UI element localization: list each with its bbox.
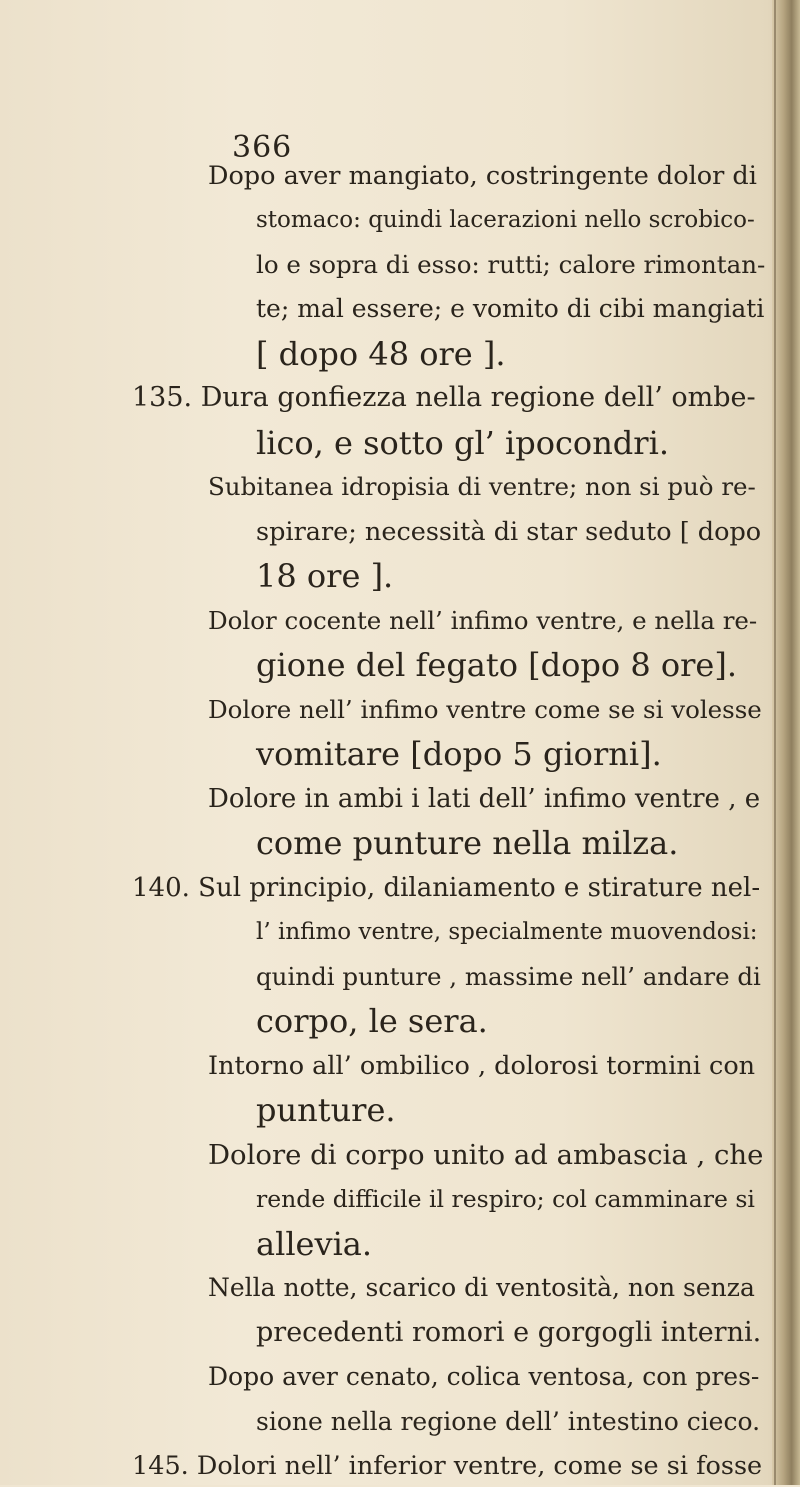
text-line: 18 ore ]. <box>256 557 394 595</box>
text-line: sione nella regione dell’ intestino cieco. <box>256 1407 761 1436</box>
text-line: 140. Sul principio, dilaniamento e stirature nel- <box>132 873 761 903</box>
text-line: allevia. <box>256 1225 373 1263</box>
page-binding-line <box>774 0 776 1485</box>
page-binding-edge <box>772 0 800 1485</box>
text-line: spirare; necessità di star seduto [ dopo <box>256 517 762 547</box>
text-line: corpo, le sera. <box>256 1002 488 1040</box>
text-line: punture. <box>256 1091 396 1129</box>
text-line: vomitare [dopo 5 giorni]. <box>256 735 662 773</box>
page-number: 366 <box>232 130 293 165</box>
text-line: Subitanea idropisia di ventre; non si può re- <box>208 472 756 501</box>
text-line: 135. Dura gonfiezza nella regione dell’ ombe- <box>132 382 756 413</box>
text-line: stomaco: quindi lacerazioni nello scrobico- <box>256 207 755 233</box>
text-line: Dopo aver cenato, colica ventosa, con pres- <box>208 1362 760 1391</box>
text-line: te; mal essere; e vomito di cibi mangiati <box>256 294 765 323</box>
text-line: Dolor cocente nell’ infimo ventre, e nella re- <box>208 606 758 635</box>
text-line: 145. Dolori nell’ inferior ventre, come se si fosse <box>132 1451 763 1481</box>
text-line: come punture nella milza. <box>256 824 679 862</box>
text-line: Dolore di corpo unito ad ambascia , che <box>208 1139 764 1171</box>
text-line: lo e sopra di esso: rutti; calore rimontan- <box>256 250 766 279</box>
text-line: Nella notte, scarico di ventosità, non senza <box>208 1273 755 1302</box>
text-line: gione del fegato [dopo 8 ore]. <box>256 646 738 684</box>
text-line: Dolore nell’ infimo ventre come se si volesse <box>208 695 762 724</box>
text-line: lico, e sotto gl’ ipocondri. <box>256 424 669 462</box>
text-line: precedenti romori e gorgogli interni. <box>256 1317 762 1348</box>
text-line: Dopo aver mangiato, costringente dolor di <box>208 161 757 191</box>
text-line: quindi punture , massime nell’ andare di <box>256 962 761 991</box>
text-line: Intorno all’ ombilico , dolorosi tormini con <box>208 1051 756 1081</box>
text-line: rende difficile il respiro; col camminare si <box>256 1185 755 1213</box>
text-line: l’ infimo ventre, specialmente muovendosi: <box>256 919 758 945</box>
text-line: Dolore in ambi i lati dell’ infimo ventre , e <box>208 784 761 814</box>
text-line: [ dopo 48 ore ]. <box>256 335 506 373</box>
